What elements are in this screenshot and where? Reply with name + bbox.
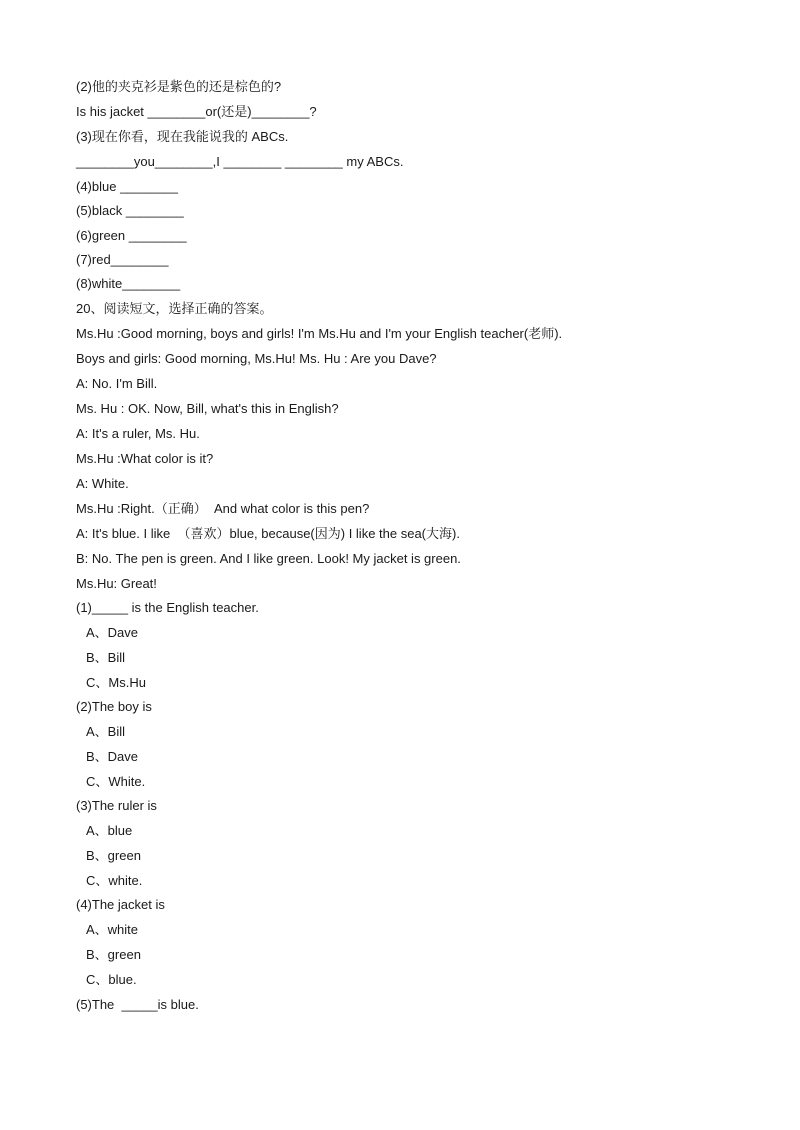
dialogue-line: Ms.Hu: Great! <box>76 576 157 591</box>
dialogue-line: A: White. <box>76 476 129 491</box>
question-6-item: (6)green ________ <box>76 228 187 243</box>
dialogue-line: Ms.Hu :Good morning, boys and girls! I'm Ms.Hu and I'm your English teacher(老师). <box>76 326 563 341</box>
mc-option: C、white. <box>86 873 143 888</box>
mc-option: A、white <box>86 922 139 937</box>
dialogue-line: B: No. The pen is green. And I like green. Look! My jacket is green. <box>76 551 461 566</box>
question-2-prompt: (2)他的夹克衫是紫色的还是棕色的? <box>76 79 282 94</box>
mc-option: C、Ms.Hu <box>86 675 146 690</box>
mc-option: A、blue <box>86 823 133 838</box>
question-5-item: (5)black ________ <box>76 203 184 218</box>
mc-option: B、green <box>86 947 141 962</box>
mc-option: B、Bill <box>86 650 126 665</box>
dialogue-line: A: No. I'm Bill. <box>76 376 158 391</box>
dialogue-line: A: It's a ruler, Ms. Hu. <box>76 426 200 441</box>
mc-option: A、Bill <box>86 724 126 739</box>
mc-option: A、Dave <box>86 625 139 640</box>
section-20-heading: 20、阅读短文，选择正确的答案。 <box>76 301 273 316</box>
mc-question-2: (2)The boy is <box>76 699 152 714</box>
mc-option: C、White. <box>86 774 146 789</box>
question-3-blank-sentence: ________you________,I ________ ________ my ABCs. <box>76 154 404 169</box>
mc-question-3: (3)The ruler is <box>76 798 157 813</box>
dialogue-line: A: It's blue. I like （喜欢）blue, because(因为) I like the sea(大海). <box>76 526 460 541</box>
mc-option: C、blue. <box>86 972 137 987</box>
question-8-item: (8)white________ <box>76 276 181 291</box>
dialogue-line: Ms.Hu :Right.（正确） And what color is this pen? <box>76 501 370 516</box>
dialogue-line: Boys and girls: Good morning, Ms.Hu! Ms. Hu : Are you Dave? <box>76 351 437 366</box>
mc-question-1: (1)_____ is the English teacher. <box>76 600 259 615</box>
mc-question-4: (4)The jacket is <box>76 897 165 912</box>
question-4-item: (4)blue ________ <box>76 179 178 194</box>
dialogue-line: Ms.Hu :What color is it? <box>76 451 214 466</box>
question-7-item: (7)red________ <box>76 252 169 267</box>
mc-option: B、green <box>86 848 141 863</box>
dialogue-line: Ms. Hu : OK. Now, Bill, what's this in English? <box>76 401 339 416</box>
mc-question-5: (5)The _____is blue. <box>76 997 199 1012</box>
question-3-prompt: (3)现在你看，现在我能说我的 ABCs. <box>76 129 289 144</box>
mc-option: B、Dave <box>86 749 139 764</box>
question-2-blank-sentence: Is his jacket ________or(还是)________? <box>76 104 317 119</box>
